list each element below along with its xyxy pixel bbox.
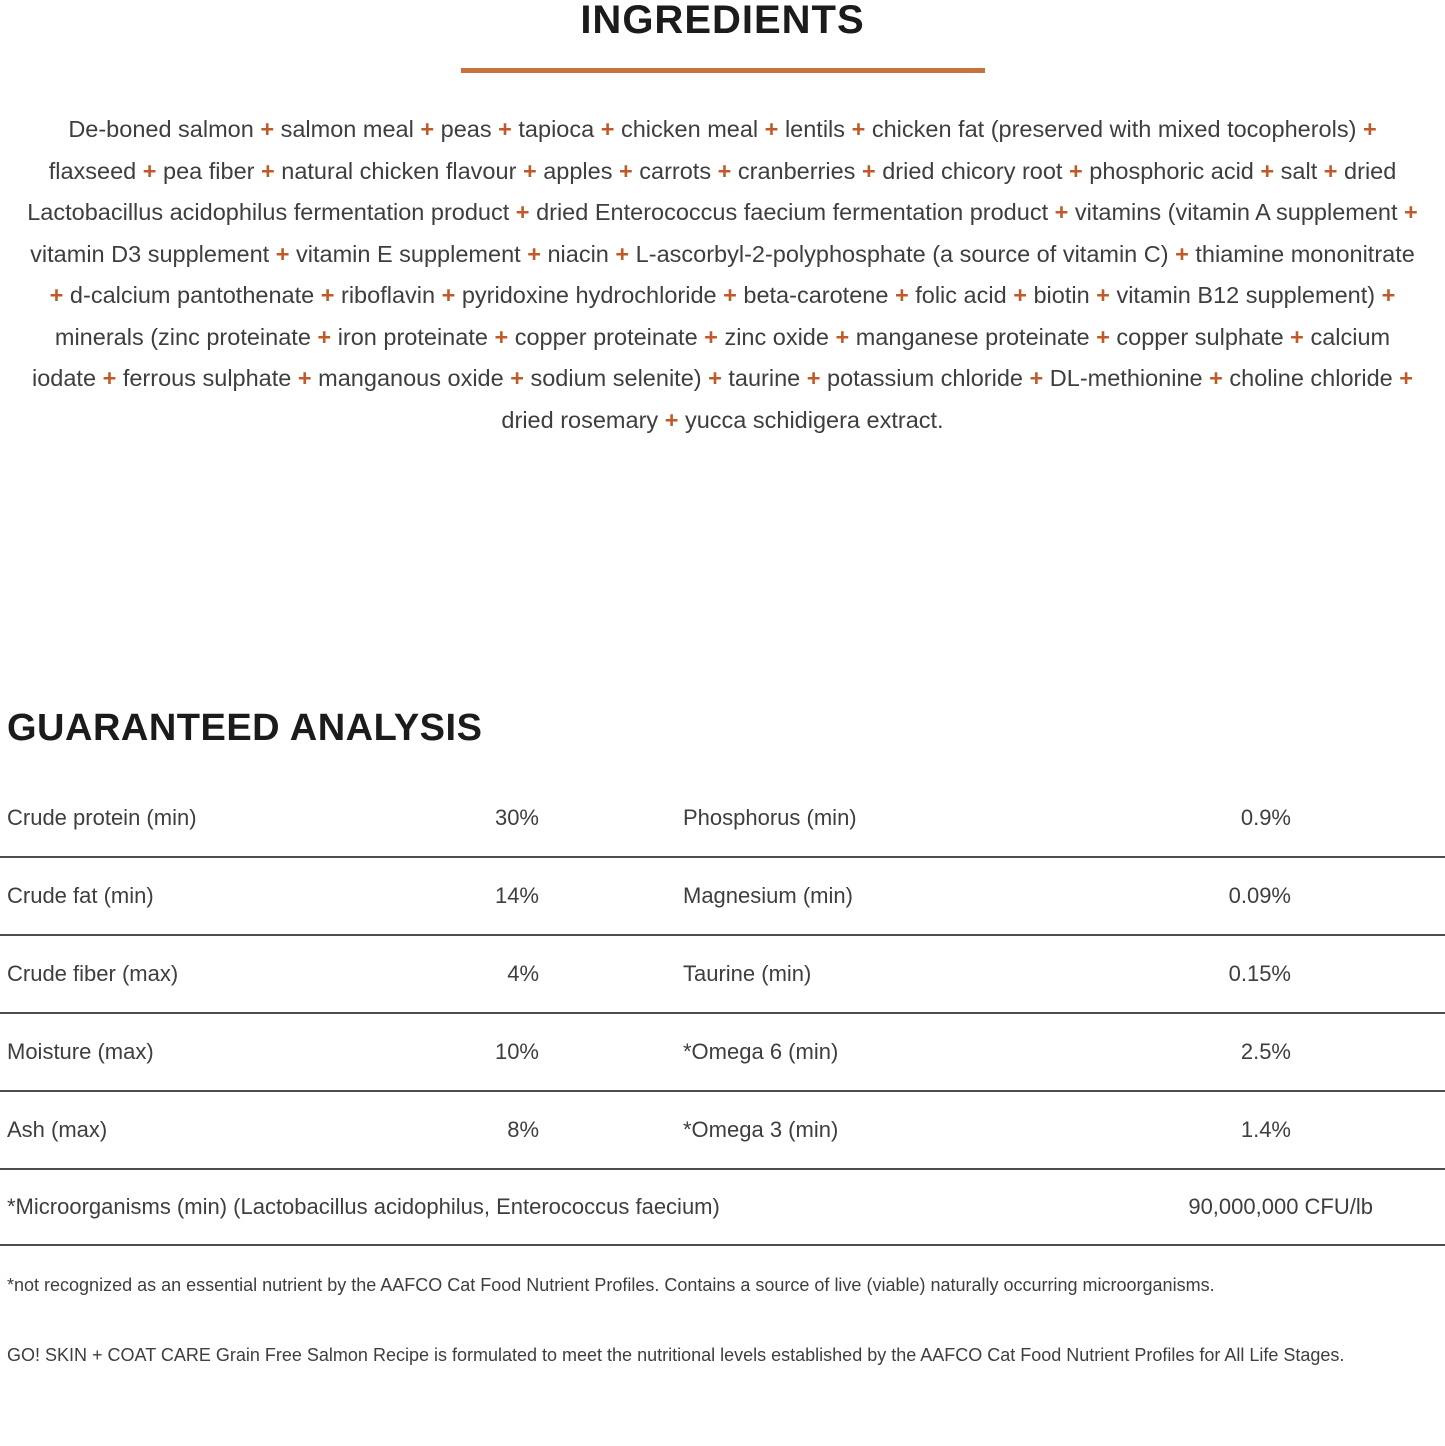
ingredient-item: dried rosemary bbox=[501, 406, 659, 433]
ingredient-item: vitamin D3 supplement bbox=[30, 240, 270, 267]
ingredient-item: riboflavin bbox=[341, 282, 436, 308]
nutrient-label: Crude fat (min) bbox=[7, 883, 154, 908]
ingredient-item: natural chicken flavour bbox=[281, 157, 517, 184]
plus-separator: + bbox=[1290, 323, 1304, 350]
ingredient-item: yucca schidigera extract. bbox=[684, 406, 944, 433]
microorganisms-value: 90,000,000 CFU/lb bbox=[1188, 1194, 1373, 1219]
ingredient-item: sodium selenite) bbox=[530, 365, 702, 391]
ingredient-item: potassium chloride bbox=[827, 365, 1023, 391]
analysis-row bbox=[0, 1014, 1445, 1092]
nutrient-label: Ash (max) bbox=[7, 1117, 108, 1142]
plus-separator: + bbox=[297, 365, 312, 391]
plus-separator: + bbox=[806, 365, 821, 391]
ingredient-item: flaxseed bbox=[48, 157, 137, 184]
ingredient-item: pea fiber bbox=[163, 157, 255, 184]
plus-separator: + bbox=[498, 116, 512, 142]
nutrient-value: 2.5% bbox=[1240, 1039, 1291, 1064]
analysis-cell-right bbox=[683, 961, 1291, 987]
ingredients-paragraph bbox=[25, 109, 1421, 441]
analysis-cell-left bbox=[7, 1117, 539, 1143]
guaranteed-analysis-section bbox=[0, 709, 1445, 1369]
plus-separator: + bbox=[1013, 282, 1027, 308]
ingredient-item: chicken meal bbox=[620, 116, 759, 142]
plus-separator: + bbox=[1096, 323, 1110, 350]
ingredients-title: INGREDIENTS bbox=[580, 0, 865, 42]
plus-separator: + bbox=[618, 157, 633, 184]
ingredient-item: De-boned salmon bbox=[68, 116, 254, 142]
ingredient-item: DL-methionine bbox=[1049, 365, 1203, 391]
nutrient-value: 4% bbox=[507, 961, 539, 986]
plus-separator: + bbox=[142, 157, 157, 184]
analysis-row bbox=[0, 1092, 1445, 1170]
plus-separator: + bbox=[1209, 365, 1223, 391]
ingredient-item: vitamin E supplement bbox=[296, 240, 521, 267]
nutrient-label: Moisture (max) bbox=[7, 1039, 154, 1064]
analysis-cell-right bbox=[683, 1117, 1291, 1143]
plus-separator: + bbox=[441, 282, 456, 308]
ingredient-item: cranberries bbox=[737, 157, 856, 184]
plus-separator: + bbox=[515, 199, 530, 225]
plus-separator: + bbox=[1096, 282, 1110, 308]
plus-separator: + bbox=[49, 282, 64, 308]
ingredient-item: dried Lactobacillus acidophilus fermentation product bbox=[27, 157, 1397, 225]
plus-separator: + bbox=[1054, 199, 1069, 225]
ingredient-item: phosphoric acid bbox=[1089, 157, 1254, 184]
plus-separator: + bbox=[317, 323, 332, 350]
nutrient-value: 14% bbox=[494, 883, 539, 908]
microorganisms-row bbox=[0, 1170, 1445, 1246]
ingredient-item: dried Enterococcus faecium fermentation product bbox=[536, 199, 1049, 225]
plus-separator: + bbox=[1029, 365, 1044, 391]
plus-separator: + bbox=[275, 240, 290, 267]
nutrient-value: 30% bbox=[494, 805, 539, 830]
ingredient-item: copper sulphate bbox=[1116, 323, 1284, 350]
plus-separator: + bbox=[717, 157, 732, 184]
ingredient-item: dried chicory root bbox=[882, 157, 1063, 184]
nutrient-value: 1.4% bbox=[1240, 1117, 1291, 1142]
plus-separator: + bbox=[851, 116, 866, 142]
plus-separator: + bbox=[861, 157, 876, 184]
ingredients-section bbox=[0, 0, 1445, 441]
ingredient-item: L-ascorbyl-2-polyphosphate (a source of vitamin C) bbox=[635, 240, 1169, 267]
ingredient-item: minerals (zinc proteinate bbox=[54, 323, 311, 350]
plus-separator: + bbox=[600, 116, 615, 142]
microorganisms-label: *Microorganisms (min) (Lactobacillus acidophilus, Enterococcus faecium) bbox=[7, 1194, 720, 1219]
plus-separator: + bbox=[894, 282, 909, 308]
nutrient-value: 0.09% bbox=[1228, 883, 1291, 908]
nutrient-label: *Omega 6 (min) bbox=[683, 1039, 839, 1064]
plus-separator: + bbox=[510, 365, 524, 391]
nutrient-label: Phosphorus (min) bbox=[683, 805, 857, 830]
plus-separator: + bbox=[1381, 282, 1396, 308]
ingredient-item: d-calcium pantothenate bbox=[69, 282, 315, 308]
plus-separator: + bbox=[1260, 157, 1275, 184]
plus-separator: + bbox=[723, 282, 737, 308]
plus-separator: + bbox=[1399, 365, 1413, 391]
plus-separator: + bbox=[522, 157, 537, 184]
ingredient-item: chicken fat (preserved with mixed tocopherols) bbox=[871, 116, 1357, 142]
ingredient-item: carrots bbox=[639, 157, 712, 184]
nutrient-value: 0.15% bbox=[1228, 961, 1291, 986]
nutrient-label: Magnesium (min) bbox=[683, 883, 853, 908]
plus-separator: + bbox=[1362, 116, 1377, 142]
ingredient-item: salt bbox=[1280, 157, 1318, 184]
nutrient-value: 8% bbox=[507, 1117, 539, 1142]
ingredient-item: manganese proteinate bbox=[855, 323, 1090, 350]
ingredient-item: pyridoxine hydrochloride bbox=[461, 282, 717, 308]
analysis-cell-right bbox=[683, 1039, 1291, 1065]
analysis-cell-right bbox=[683, 883, 1291, 909]
ingredient-item: ferrous sulphate bbox=[122, 365, 292, 391]
plus-separator: + bbox=[261, 157, 275, 184]
plus-separator: + bbox=[260, 116, 275, 142]
ingredient-item: manganous oxide bbox=[318, 365, 504, 391]
ingredients-divider bbox=[461, 68, 985, 73]
analysis-cell-left bbox=[7, 883, 539, 909]
ingredient-item: iron proteinate bbox=[337, 323, 488, 350]
ingredient-item: biotin bbox=[1033, 282, 1090, 308]
ingredient-item: choline chloride bbox=[1229, 365, 1393, 391]
ingredient-item: tapioca bbox=[518, 116, 595, 142]
ingredient-item: thiamine mononitrate bbox=[1195, 240, 1415, 267]
nutrient-label: *Omega 3 (min) bbox=[683, 1117, 839, 1142]
aafco-statement: GO! SKIN + COAT CARE Grain Free Salmon Recipe is formulated to meet the nutritional levels established by the AAFCO Cat Food Nutrient Profiles for All Life Stages. bbox=[7, 1345, 1345, 1365]
plus-separator: + bbox=[764, 116, 779, 142]
plus-separator: + bbox=[1069, 157, 1083, 184]
ingredient-item: copper proteinate bbox=[514, 323, 698, 350]
plus-separator: + bbox=[1175, 240, 1189, 267]
nutrient-label: Crude fiber (max) bbox=[7, 961, 179, 986]
analysis-footnote: *not recognized as an essential nutrient by the AAFCO Cat Food Nutrient Profiles. Contains a source of live (viable) naturally occurring microorganisms. bbox=[7, 1275, 1215, 1295]
analysis-row bbox=[0, 780, 1445, 858]
ingredient-item: vitamins (vitamin A supplement bbox=[1074, 199, 1398, 225]
ingredient-item: apples bbox=[543, 157, 613, 184]
nutrient-value: 0.9% bbox=[1240, 805, 1291, 830]
plus-separator: + bbox=[615, 240, 630, 267]
plus-separator: + bbox=[1323, 157, 1338, 184]
ingredient-item: peas bbox=[440, 116, 492, 142]
ingredient-item: niacin bbox=[547, 240, 609, 267]
nutrient-label: Crude protein (min) bbox=[7, 805, 197, 830]
ingredient-item: beta-carotene bbox=[743, 282, 889, 308]
analysis-cell-left bbox=[7, 1039, 539, 1065]
ingredient-item: salmon meal bbox=[280, 116, 414, 142]
plus-separator: + bbox=[1404, 199, 1418, 225]
plus-separator: + bbox=[664, 406, 679, 433]
ingredient-item: vitamin B12 supplement) bbox=[1116, 282, 1376, 308]
analysis-row bbox=[0, 858, 1445, 936]
ingredient-item: zinc oxide bbox=[724, 323, 829, 350]
plus-separator: + bbox=[320, 282, 335, 308]
analysis-cell-right bbox=[683, 805, 1291, 831]
guaranteed-analysis-title: GUARANTEED ANALYSIS bbox=[7, 707, 483, 749]
ingredient-item: calcium iodate bbox=[32, 323, 1391, 391]
plus-separator: + bbox=[527, 240, 541, 267]
plus-separator: + bbox=[704, 323, 718, 350]
guaranteed-analysis-table bbox=[0, 780, 1445, 1170]
analysis-row bbox=[0, 936, 1445, 1014]
plus-separator: + bbox=[420, 116, 435, 142]
nutrient-value: 10% bbox=[494, 1039, 539, 1064]
analysis-cell-left bbox=[7, 805, 539, 831]
ingredient-item: folic acid bbox=[915, 282, 1007, 308]
ingredient-item: lentils bbox=[784, 116, 846, 142]
plus-separator: + bbox=[835, 323, 850, 350]
analysis-cell-left bbox=[7, 961, 539, 987]
plus-separator: + bbox=[494, 323, 509, 350]
ingredient-item: taurine bbox=[728, 365, 801, 391]
plus-separator: + bbox=[708, 365, 722, 391]
nutrient-label: Taurine (min) bbox=[683, 961, 812, 986]
plus-separator: + bbox=[102, 365, 117, 391]
